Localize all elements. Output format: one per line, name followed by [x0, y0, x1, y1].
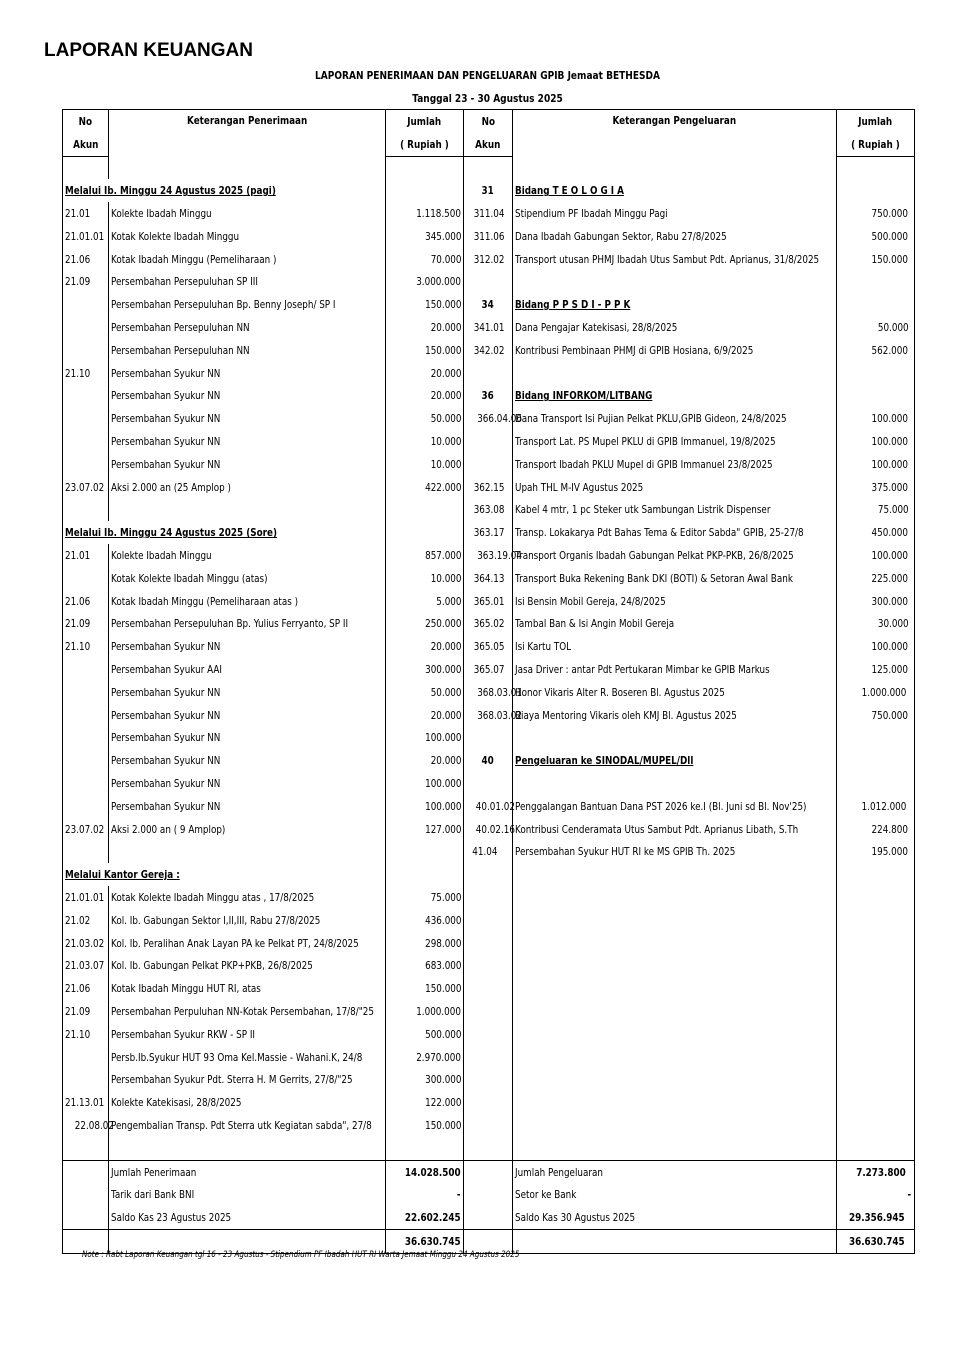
keterangan-penerimaan: Kolekte Ibadah Minggu	[111, 207, 212, 221]
jumlah-pengeluaran: 100.000	[871, 640, 908, 654]
table-row	[63, 521, 915, 544]
keterangan-penerimaan: Kol. Ib. Peralihan Anak Layan PA ke Pelkat PT, 24/8/2025	[111, 936, 359, 950]
jumlah-pengeluaran: 50.000	[877, 321, 909, 335]
keterangan-pengeluaran: Dana Ibadah Gabungan Sektor, Rabu 27/8/2025	[515, 229, 727, 243]
table-row	[63, 954, 915, 977]
table-row	[63, 841, 915, 864]
table-row	[63, 1023, 915, 1046]
akun-pengeluaran: 311.06	[473, 229, 505, 243]
keterangan-penerimaan: Kotak Kolekte Ibadah Minggu	[111, 229, 240, 243]
jumlah-penerimaan: 20.000	[430, 389, 461, 403]
keterangan-penerimaan: Kotak Ibadah Minggu (Pemeliharaan )	[111, 252, 277, 266]
akun-penerimaan: 21.10	[65, 1027, 91, 1041]
footnote: Note : Rabt Laporan Keuangan tgl 16 - 23 Agustus - Stipendium PF Ibadah HUT RI Warta Jemaat Minggu 24 Agustus 2025	[82, 1250, 520, 1260]
jumlah-pengeluaran: 750.000	[871, 708, 908, 722]
col-jumlah-header: Jumlah	[407, 114, 442, 128]
jumlah-pengeluaran: 450.000	[871, 526, 908, 540]
jumlah-penerimaan: 1.000.000	[416, 1004, 461, 1018]
jumlah-penerimaan: 127.000	[424, 822, 461, 836]
table-row	[63, 339, 915, 362]
keterangan-penerimaan: Aksi 2.000 an ( 9 Amplop)	[111, 822, 226, 836]
keterangan-pengeluaran: Transport Lat. PS Mupel PKLU di GPIB Immanuel, 19/8/2025	[515, 435, 776, 449]
keterangan-penerimaan: Persembahan Syukur RKW - SP II	[111, 1027, 256, 1041]
akun-pengeluaran: 365.01	[473, 594, 505, 608]
table-row	[63, 453, 915, 476]
akun-penerimaan: 23.07.02	[65, 480, 105, 494]
jumlah-pengeluaran: 150.000	[871, 252, 908, 266]
akun-penerimaan: 21.01.01	[65, 229, 105, 243]
keterangan-pengeluaran: Isi Kartu TOL	[515, 640, 572, 654]
table-row	[63, 1137, 915, 1160]
table-row	[63, 316, 915, 339]
keterangan-penerimaan: Persembahan Persepuluhan Bp. Yulius Ferryanto, SP II	[111, 617, 349, 631]
section-heading-penerimaan: Melalui Ib. Minggu 24 Agustus 2025 (Sore)	[65, 526, 277, 540]
saldo-awal-value: 22.602.245	[405, 1211, 461, 1225]
jumlah-penerimaan: 250.000	[424, 617, 461, 631]
akun-pengeluaran: 41.04	[472, 845, 498, 859]
jumlah-pengeluaran: 562.000	[871, 343, 908, 357]
akun-penerimaan: 21.09	[65, 617, 91, 631]
akun-pengeluaran: 311.04	[473, 207, 505, 221]
jumlah-penerimaan: 683.000	[424, 959, 461, 973]
jumlah-penerimaan: 20.000	[430, 640, 461, 654]
akun-pengeluaran: 34	[481, 298, 495, 312]
akun-pengeluaran: 362.15	[473, 480, 505, 494]
table-row	[63, 430, 915, 453]
jumlah-penerimaan: 3.000.000	[416, 275, 461, 289]
jumlah-penerimaan: 70.000	[430, 252, 461, 266]
akun-penerimaan: 21.01.01	[65, 890, 105, 904]
jumlah-pengeluaran-label: Jumlah Pengeluaran	[515, 1165, 603, 1179]
table-row	[63, 1000, 915, 1023]
keterangan-penerimaan: Persembahan Persepuluhan NN	[111, 343, 250, 357]
akun-pengeluaran: 366.04.06	[477, 412, 522, 426]
keterangan-penerimaan: Kotak Kolekte Ibadah Minggu atas , 17/8/2025	[111, 890, 315, 904]
col-rupiah-header-right: ( Rupiah )	[851, 137, 900, 151]
table-row	[63, 886, 915, 909]
keterangan-penerimaan: Kol. Ib. Gabungan Sektor I,II,III, Rabu 27/8/2025	[111, 913, 321, 927]
ledger-body	[63, 110, 915, 1254]
keterangan-penerimaan: Kolekte Katekisasi, 28/8/2025	[111, 1096, 242, 1110]
keterangan-penerimaan: Persembahan Syukur NN	[111, 457, 221, 471]
akun-penerimaan: 21.03.02	[65, 936, 105, 950]
keterangan-penerimaan: Persembahan Syukur AAI	[111, 663, 222, 677]
table-row	[63, 476, 915, 499]
table-row	[63, 499, 915, 522]
jumlah-penerimaan: 10.000	[430, 571, 461, 585]
jumlah-penerimaan: 122.000	[424, 1096, 461, 1110]
keterangan-penerimaan: Kol. Ib. Gabungan Pelkat PKP+PKB, 26/8/2025	[111, 959, 313, 973]
jumlah-penerimaan: 500.000	[424, 1027, 461, 1041]
akun-penerimaan: 22.08.02	[74, 1118, 114, 1132]
table-row	[63, 407, 915, 430]
akun-pengeluaran: 40.02.16	[475, 822, 515, 836]
jumlah-penerimaan: 50.000	[430, 685, 461, 699]
akun-pengeluaran: 364.13	[473, 571, 505, 585]
table-row	[63, 567, 915, 590]
table-row	[63, 1046, 915, 1069]
jumlah-pengeluaran: 1.012.000	[861, 799, 907, 813]
keterangan-pengeluaran: Transport Buka Rekening Bank DKI (BOTI) & Setoran Awal Bank	[515, 571, 793, 585]
keterangan-penerimaan: Persembahan Syukur NN	[111, 731, 221, 745]
jumlah-pengeluaran: 125.000	[871, 663, 908, 677]
akun-pengeluaran: 36	[481, 389, 495, 403]
akun-pengeluaran: 363.17	[473, 526, 505, 540]
keterangan-pengeluaran: Jasa Driver : antar Pdt Pertukaran Mimbar ke GPIB Markus	[515, 663, 770, 677]
summary-row	[63, 1160, 915, 1183]
akun-penerimaan: 23.07.02	[65, 822, 105, 836]
akun-penerimaan: 21.06	[65, 252, 91, 266]
akun-penerimaan: 21.06	[65, 982, 91, 996]
jumlah-pengeluaran-value: 7.273.800	[856, 1165, 906, 1179]
jumlah-pengeluaran: 500.000	[871, 229, 908, 243]
jumlah-penerimaan: 10.000	[430, 435, 461, 449]
jumlah-pengeluaran: 300.000	[871, 594, 908, 608]
col-akun-header: Akun	[72, 137, 99, 151]
keterangan-pengeluaran: Bidang INFORKOM/LITBANG	[515, 389, 653, 403]
keterangan-penerimaan: Aksi 2.000 an (25 Amplop )	[111, 480, 231, 494]
jumlah-pengeluaran: 225.000	[871, 571, 908, 585]
jumlah-penerimaan: 857.000	[424, 549, 461, 563]
jumlah-penerimaan: 150.000	[424, 1118, 461, 1132]
keterangan-pengeluaran: Transp. Lokakarya Pdt Bahas Tema & Editor Sabda" GPIB, 25-27/8	[515, 526, 804, 540]
setor-bank-value: -	[907, 1188, 912, 1202]
akun-pengeluaran: 368.03.02	[477, 708, 522, 722]
table-row	[63, 909, 915, 932]
jumlah-penerimaan: 50.000	[430, 412, 461, 426]
jumlah-penerimaan: 100.000	[424, 731, 461, 745]
table-row	[63, 590, 915, 613]
keterangan-pengeluaran: Stipendium PF Ibadah Minggu Pagi	[515, 207, 668, 221]
table-row	[63, 156, 915, 179]
keterangan-penerimaan: Kolekte Ibadah Minggu	[111, 549, 212, 563]
jumlah-pengeluaran: 195.000	[871, 845, 908, 859]
jumlah-penerimaan: 436.000	[424, 913, 461, 927]
akun-pengeluaran: 31	[481, 184, 495, 198]
table-row	[63, 863, 915, 886]
akun-penerimaan: 21.09	[65, 1004, 91, 1018]
table-row	[63, 1091, 915, 1114]
table-row	[63, 1114, 915, 1137]
keterangan-penerimaan: Persembahan Persepuluhan Bp. Benny Joseph/ SP I	[111, 298, 336, 312]
akun-penerimaan: 21.03.07	[65, 959, 105, 973]
saldo-akhir-value: 29.356.945	[849, 1211, 906, 1225]
keterangan-pengeluaran: Penggalangan Bantuan Dana PST 2026 ke.I (Bl. Juni sd Bl. Nov'25)	[515, 799, 807, 813]
keterangan-penerimaan: Persembahan Syukur NN	[111, 640, 221, 654]
col-akun-header-right: Akun	[475, 137, 501, 151]
table-row	[63, 727, 915, 750]
jumlah-penerimaan: 422.000	[424, 480, 461, 494]
keterangan-penerimaan: Persembahan Syukur NN	[111, 389, 221, 403]
keterangan-pengeluaran: Biaya Mentoring Vikaris oleh KMJ Bl. Agustus 2025	[515, 708, 737, 722]
jumlah-pengeluaran: 30.000	[877, 617, 909, 631]
keterangan-penerimaan: Persembahan Syukur Pdt. Sterra H. M Gerrits, 27/8/"25	[111, 1073, 353, 1087]
col-no-header: No	[78, 114, 93, 128]
akun-penerimaan: 21.10	[65, 366, 91, 380]
keterangan-pengeluaran: Transport utusan PHMJ Ibadah Utus Sambut Pdt. Aprianus, 31/8/2025	[515, 252, 820, 266]
keterangan-penerimaan: Persembahan Perpuluhan NN-Kotak Persembahan, 17/8/"25	[111, 1004, 374, 1018]
table-row	[63, 613, 915, 636]
jumlah-penerimaan: 5.000	[435, 594, 461, 608]
jumlah-pengeluaran: 375.000	[871, 480, 908, 494]
akun-penerimaan: 21.01	[65, 207, 91, 221]
jumlah-penerimaan: 20.000	[430, 754, 461, 768]
table-row	[63, 544, 915, 567]
jumlah-penerimaan-value: 14.028.500	[405, 1165, 461, 1179]
jumlah-pengeluaran: 100.000	[871, 457, 908, 471]
table-row	[63, 749, 915, 772]
table-row	[63, 271, 915, 294]
akun-pengeluaran: 365.07	[473, 663, 505, 677]
akun-pengeluaran: 363.19.04	[477, 549, 522, 563]
keterangan-pengeluaran: Kontribusi Cenderamata Utus Sambut Pdt. Aprianus Libath, S.Th	[515, 822, 799, 836]
jumlah-penerimaan: 150.000	[424, 982, 461, 996]
table-row	[63, 248, 915, 271]
keterangan-penerimaan: Persembahan Syukur NN	[111, 366, 221, 380]
col-keterangan-penerimaan-header: Keterangan Penerimaan	[186, 114, 308, 127]
keterangan-penerimaan: Persembahan Syukur NN	[111, 435, 221, 449]
jumlah-penerimaan: 1.118.500	[416, 207, 461, 221]
table-row	[63, 772, 915, 795]
jumlah-penerimaan: 150.000	[424, 298, 461, 312]
keterangan-pengeluaran: Transport Organis Ibadah Gabungan Pelkat PKP-PKB, 26/8/2025	[515, 549, 794, 563]
jumlah-penerimaan-label: Jumlah Penerimaan	[111, 1165, 197, 1179]
report-title: LAPORAN PENERIMAAN DAN PENGELUARAN GPIB Jemaat BETHESDA	[315, 69, 660, 82]
tarik-bank-value: -	[457, 1188, 461, 1202]
keterangan-pengeluaran: Isi Bensin Mobil Gereja, 24/8/2025	[515, 594, 666, 608]
keterangan-penerimaan: Persembahan Syukur NN	[111, 799, 221, 813]
table-row	[63, 635, 915, 658]
akun-pengeluaran: 363.08	[473, 503, 505, 517]
jumlah-penerimaan: 345.000	[424, 229, 461, 243]
table-row	[63, 385, 915, 408]
akun-penerimaan: 21.13.01	[65, 1096, 105, 1110]
keterangan-penerimaan: Kotak Kolekte Ibadah Minggu (atas)	[111, 571, 268, 585]
keterangan-penerimaan: Persembahan Syukur NN	[111, 754, 221, 768]
table-row	[63, 658, 915, 681]
jumlah-penerimaan: 20.000	[430, 366, 461, 380]
keterangan-pengeluaran: Bidang T E O L O G I A	[515, 184, 624, 198]
page-heading: LAPORAN KEUANGAN	[44, 40, 253, 61]
saldo-akhir-label: Saldo Kas 30 Agustus 2025	[515, 1211, 636, 1225]
jumlah-pengeluaran: 750.000	[871, 207, 908, 221]
akun-pengeluaran: 341.01	[473, 321, 505, 335]
table-row	[63, 202, 915, 225]
jumlah-pengeluaran: 75.000	[877, 503, 909, 517]
jumlah-pengeluaran: 100.000	[871, 412, 908, 426]
table-row	[63, 795, 915, 818]
table-row	[63, 977, 915, 1000]
total-right-value: 36.630.745	[849, 1234, 906, 1248]
keterangan-pengeluaran: Honor Vikaris Alter R. Boseren Bl. Agustus 2025	[515, 685, 725, 699]
report-date-range: Tanggal 23 - 30 Agustus 2025	[412, 92, 563, 105]
jumlah-pengeluaran: 224.800	[871, 822, 908, 836]
keterangan-penerimaan: Pengembalian Transp. Pdt Sterra utk Kegiatan sabda", 27/8	[111, 1118, 372, 1132]
keterangan-pengeluaran: Bidang P P S D I - P P K	[515, 298, 631, 312]
jumlah-penerimaan: 20.000	[430, 708, 461, 722]
keterangan-penerimaan: Kotak Ibadah Minggu HUT RI, atas	[111, 982, 261, 996]
keterangan-penerimaan: Persembahan Persepuluhan SP III	[111, 275, 258, 289]
keterangan-penerimaan: Kotak Ibadah Minggu (Pemeliharaan atas )	[111, 594, 299, 608]
keterangan-pengeluaran: Kontribusi Pembinaan PHMJ di GPIB Hosiana, 6/9/2025	[515, 343, 754, 357]
akun-penerimaan: 21.06	[65, 594, 91, 608]
jumlah-penerimaan: 300.000	[424, 663, 461, 677]
akun-penerimaan: 21.09	[65, 275, 91, 289]
keterangan-penerimaan: Persembahan Persepuluhan NN	[111, 321, 250, 335]
jumlah-penerimaan: 100.000	[424, 777, 461, 790]
akun-pengeluaran: 40	[481, 754, 495, 768]
table-row	[63, 704, 915, 727]
col-jumlah-header-right: Jumlah	[858, 114, 893, 128]
jumlah-penerimaan: 20.000	[430, 321, 461, 335]
table-row	[63, 179, 915, 202]
akun-penerimaan: 21.01	[65, 549, 91, 563]
jumlah-penerimaan: 300.000	[424, 1073, 461, 1087]
akun-pengeluaran: 312.02	[473, 252, 505, 266]
jumlah-pengeluaran: 100.000	[871, 435, 908, 449]
keterangan-pengeluaran: Transport Ibadah PKLU Mupel di GPIB Immanuel 23/8/2025	[515, 457, 773, 471]
akun-pengeluaran: 365.02	[473, 617, 505, 631]
keterangan-pengeluaran: Dana Pengajar Katekisasi, 28/8/2025	[515, 321, 678, 335]
jumlah-penerimaan: 100.000	[424, 799, 461, 813]
section-heading-penerimaan: Melalui Ib. Minggu 24 Agustus 2025 (pagi)	[65, 184, 276, 198]
jumlah-penerimaan: 298.000	[424, 936, 461, 950]
keterangan-pengeluaran: Upah THL M-IV Agustus 2025	[515, 480, 644, 494]
ledger-table	[62, 109, 915, 1254]
keterangan-penerimaan: Persembahan Syukur NN	[111, 412, 221, 426]
col-rupiah-header: ( Rupiah )	[400, 137, 449, 151]
header-row	[63, 110, 915, 133]
summary-row	[63, 1206, 915, 1229]
akun-pengeluaran: 342.02	[473, 343, 505, 357]
summary-row	[63, 1183, 915, 1206]
total-left-value: 36.630.745	[405, 1234, 461, 1248]
keterangan-penerimaan: Persembahan Syukur NN	[111, 708, 221, 722]
keterangan-penerimaan: Persembahan Syukur NN	[111, 685, 221, 699]
keterangan-pengeluaran: Tambal Ban & Isi Angin Mobil Gereja	[515, 617, 675, 631]
section-heading-penerimaan: Melalui Kantor Gereja :	[65, 868, 180, 882]
table-row	[63, 932, 915, 955]
jumlah-penerimaan: 2.970.000	[416, 1050, 461, 1064]
table-row	[63, 1068, 915, 1091]
keterangan-penerimaan: Persb.Ib.Syukur HUT 93 Oma Kel.Massie - Wahani.K, 24/8	[111, 1050, 363, 1064]
col-keterangan-pengeluaran-header: Keterangan Pengeluaran	[612, 114, 737, 127]
jumlah-penerimaan: 150.000	[424, 343, 461, 357]
jumlah-penerimaan: 75.000	[430, 890, 461, 904]
keterangan-pengeluaran: Dana Transport Isi Pujian Pelkat PKLU,GPIB Gideon, 24/8/2025	[515, 412, 787, 426]
col-no-header-right: No	[481, 114, 495, 128]
table-row	[63, 818, 915, 841]
tarik-bank-label: Tarik dari Bank BNI	[111, 1188, 195, 1202]
saldo-awal-label: Saldo Kas 23 Agustus 2025	[111, 1211, 232, 1225]
akun-penerimaan: 21.10	[65, 640, 91, 654]
table-row	[63, 293, 915, 316]
akun-penerimaan: 21.02	[65, 913, 91, 927]
keterangan-pengeluaran: Persembahan Syukur HUT RI ke MS GPIB Th. 2025	[515, 845, 736, 859]
jumlah-pengeluaran: 100.000	[871, 549, 908, 563]
akun-pengeluaran: 40.01.02	[475, 799, 515, 813]
table-row	[63, 362, 915, 385]
table-row	[63, 225, 915, 248]
keterangan-pengeluaran: Kabel 4 mtr, 1 pc Steker utk Sambungan Listrik Dispenser	[515, 503, 771, 517]
keterangan-penerimaan: Persembahan Syukur NN	[111, 777, 221, 790]
setor-bank-label: Setor ke Bank	[515, 1188, 577, 1202]
keterangan-pengeluaran: Pengeluaran ke SINODAL/MUPEL/Dll	[515, 754, 694, 768]
jumlah-penerimaan: 10.000	[430, 457, 461, 471]
jumlah-pengeluaran: 1.000.000	[861, 685, 907, 699]
table-row	[63, 681, 915, 704]
akun-pengeluaran: 365.05	[473, 640, 505, 654]
akun-pengeluaran: 368.03.01	[477, 685, 522, 699]
